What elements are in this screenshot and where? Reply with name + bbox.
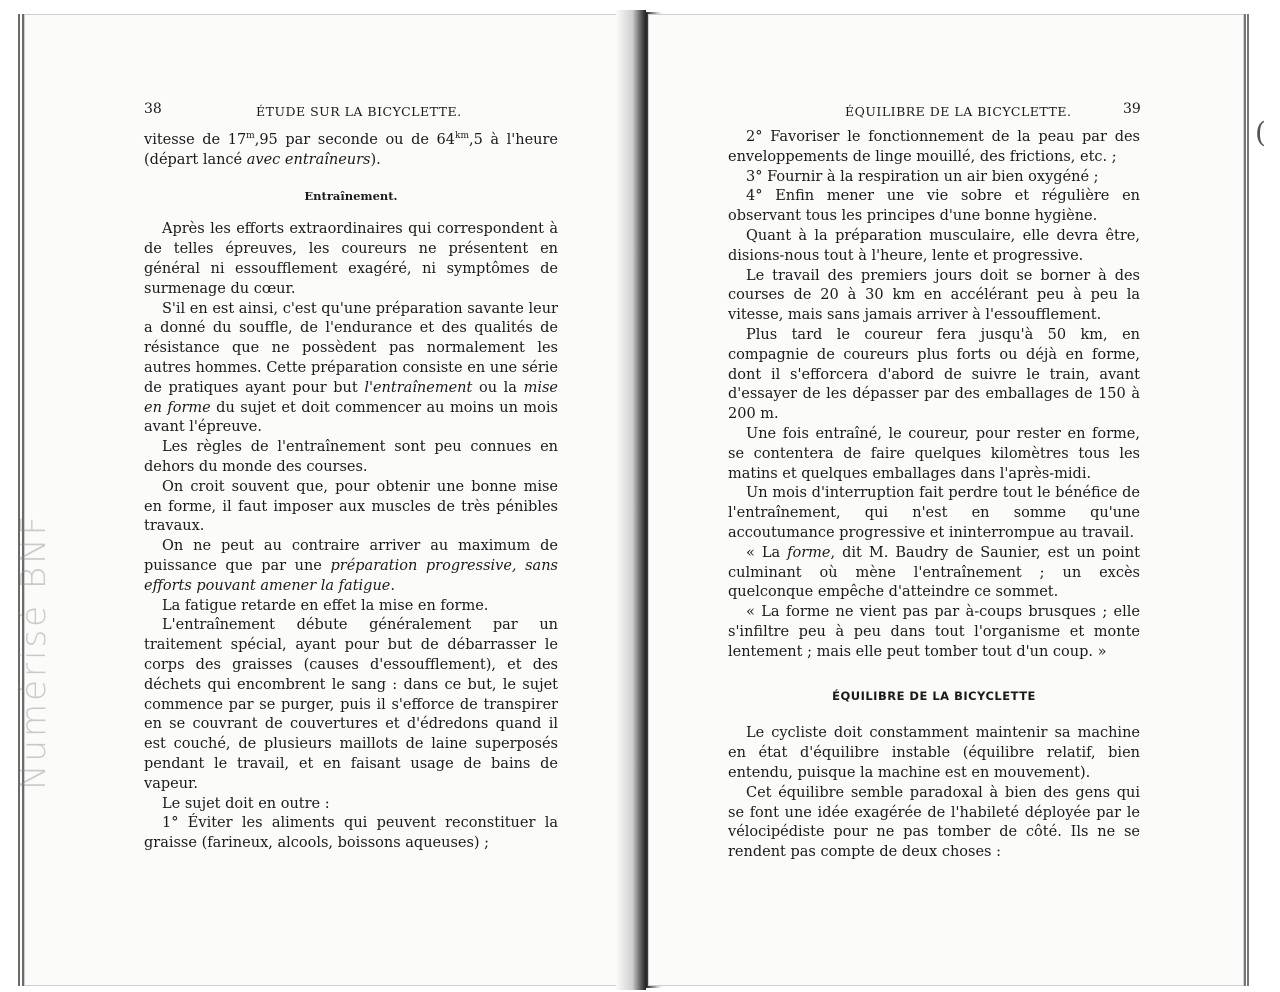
- paragraph: « La forme ne vient pas par à-coups brusques ; elle s'infiltre peu à peu dans tout l'organisme et monte lentement ; mais elle peut tomber tout d'un coup. »: [728, 604, 1140, 660]
- section-heading-equilibre: ÉQUILIBRE DE LA BICYCLETTE: [832, 688, 1036, 703]
- text-run: .: [390, 577, 395, 594]
- paragraph: 4° Enfin mener une vie sobre et régulière en observant tous les principes d'une bonne hygiène.: [728, 188, 1140, 225]
- text-run: ,95 par seconde ou de 64: [254, 132, 455, 148]
- book-gutter-left: [616, 10, 646, 990]
- running-head-right: ÉQUILIBRE DE LA BICYCLETTE.: [845, 104, 1072, 119]
- paragraph: [144, 537, 558, 596]
- text-run: S'il en est ainsi, c'est qu'une préparation savante leur a donné du souffle, de l'endurance et des qualités de résistance que ne possèdent pas normalement les autres hommes. Cette préparation consiste en une série de pratiques ayant pour but: [144, 300, 558, 396]
- text-run: ou la: [472, 379, 524, 396]
- paragraph: L'entraînement débute généralement par un traitement spécial, ayant pour but de débarrasser le corps des graisses (causes d'essoufflement), et des déchets qui encombrent le sang : dans ce but, le sujet commence par se purger, puis il s'efforce de transpirer en se couvrant de couvertures et d'édredons quand il est couché, de plusieurs maillots de laine superposés pendant le travail, et en faisant usage de bains de vapeur.: [144, 617, 558, 792]
- right-page-text: [728, 128, 1140, 863]
- paragraph: Quant à la préparation musculaire, elle devra être, disions-nous tout à l'heure, lente et progressive.: [728, 227, 1140, 264]
- italic-text: forme: [787, 544, 831, 561]
- section-heading-entrainement: Entraînement.: [304, 188, 398, 203]
- paragraph: On croit souvent que, pour obtenir une bonne mise en forme, il faut imposer aux muscles de très pénibles travaux.: [144, 478, 558, 535]
- intro-paragraph: [144, 131, 558, 171]
- text-run: , dit M. Baudry de Saunier, est un point culminant où mène l'entraînement ; un excès quelconque empêche d'atteindre ce sommet.: [728, 544, 1140, 601]
- edge-mark: (: [1255, 116, 1266, 149]
- paragraph: Une fois entraîné, le coureur, pour rester en forme, se contentera de faire quelques kilomètres tous les matins et quelques emballages dans l'après-midi.: [728, 425, 1140, 482]
- text-run: On ne peut au contraire arriver au maximum de puissance que par une: [144, 538, 558, 574]
- text-run: « La: [746, 544, 788, 561]
- text-run: ,5 à l'heure (départ lancé: [144, 132, 559, 168]
- paragraph: [144, 300, 558, 439]
- paragraph: Un mois d'interruption fait perdre tout le bénéfice de l'entraînement, qui n'est en somme qu'une accoutumance progressive et ininterrompue au travail.: [728, 485, 1140, 541]
- paragraph: Les règles de l'entraînement sont peu connues en dehors du monde des courses.: [144, 439, 558, 475]
- page-number-right: 39: [1123, 101, 1141, 117]
- superscript: km: [454, 131, 469, 142]
- text-run: ).: [370, 151, 381, 168]
- italic-text: préparation progressive, sans efforts pouvant amener la fatigue: [144, 557, 558, 594]
- italic-text: avec entraîneurs: [246, 151, 371, 168]
- paragraph: 3° Fournir à la respiration un air bien oxygéné ;: [746, 168, 1099, 185]
- text-run: vitesse de 17: [144, 132, 247, 148]
- superscript: m: [246, 131, 255, 142]
- paragraph: 1° Éviter les aliments qui peuvent reconstituer la graisse (farineux, alcools, boissons aqueuses) ;: [144, 815, 558, 852]
- italic-text: mise en forme: [144, 379, 558, 416]
- running-head-left: ÉTUDE SUR LA BICYCLETTE.: [256, 104, 462, 119]
- paragraph: Plus tard le coureur fera jusqu'à 50 km, en compagnie de coureurs plus forts ou déjà en forme, dont il s'efforcera d'abord de suivre le train, avant d'essayer de les dépasser par des emballages de 150 à 200 m.: [728, 326, 1140, 423]
- page-number-left: 38: [144, 101, 162, 117]
- paragraph: Le sujet doit en outre :: [162, 795, 330, 812]
- paragraph: Le travail des premiers jours doit se borner à des courses de 20 à 30 km en accélérant peu à peu la vitesse, mais sans jamais arriver à l'essoufflement.: [728, 267, 1140, 324]
- italic-text: l'entraînement: [364, 379, 473, 396]
- paragraph: 2° Favoriser le fonctionnement de la peau par des enveloppements de linge mouillé, des frictions, etc. ;: [728, 129, 1140, 165]
- watermark: Numérisé BNF: [14, 512, 54, 790]
- paragraph: Le cycliste doit constamment maintenir sa machine en état d'équilibre instable (équilibre relatif, bien entendu, puisque la machine est en mouvement).: [728, 725, 1140, 781]
- paragraph: La fatigue retarde en effet la mise en forme.: [162, 597, 489, 614]
- text-run: du sujet et doit commencer au moins un mois avant l'épreuve.: [144, 399, 558, 436]
- paragraph: Après les efforts extraordinaires qui correspondent à de telles épreuves, les coureurs ne présentent en général ni essoufflement exagéré, ni symptômes de surmenage du cœur.: [144, 221, 558, 297]
- page-edge: [1249, 20, 1280, 980]
- paragraph: Cet équilibre semble paradoxal à bien des gens qui se font une idée exagérée de l'habileté déployée par le vélocipédiste pour ne pas tomber de côté. Ils ne se rendent pas compte de deux choses :: [728, 784, 1140, 861]
- paragraph: [728, 544, 1140, 603]
- left-page-text: [144, 131, 558, 854]
